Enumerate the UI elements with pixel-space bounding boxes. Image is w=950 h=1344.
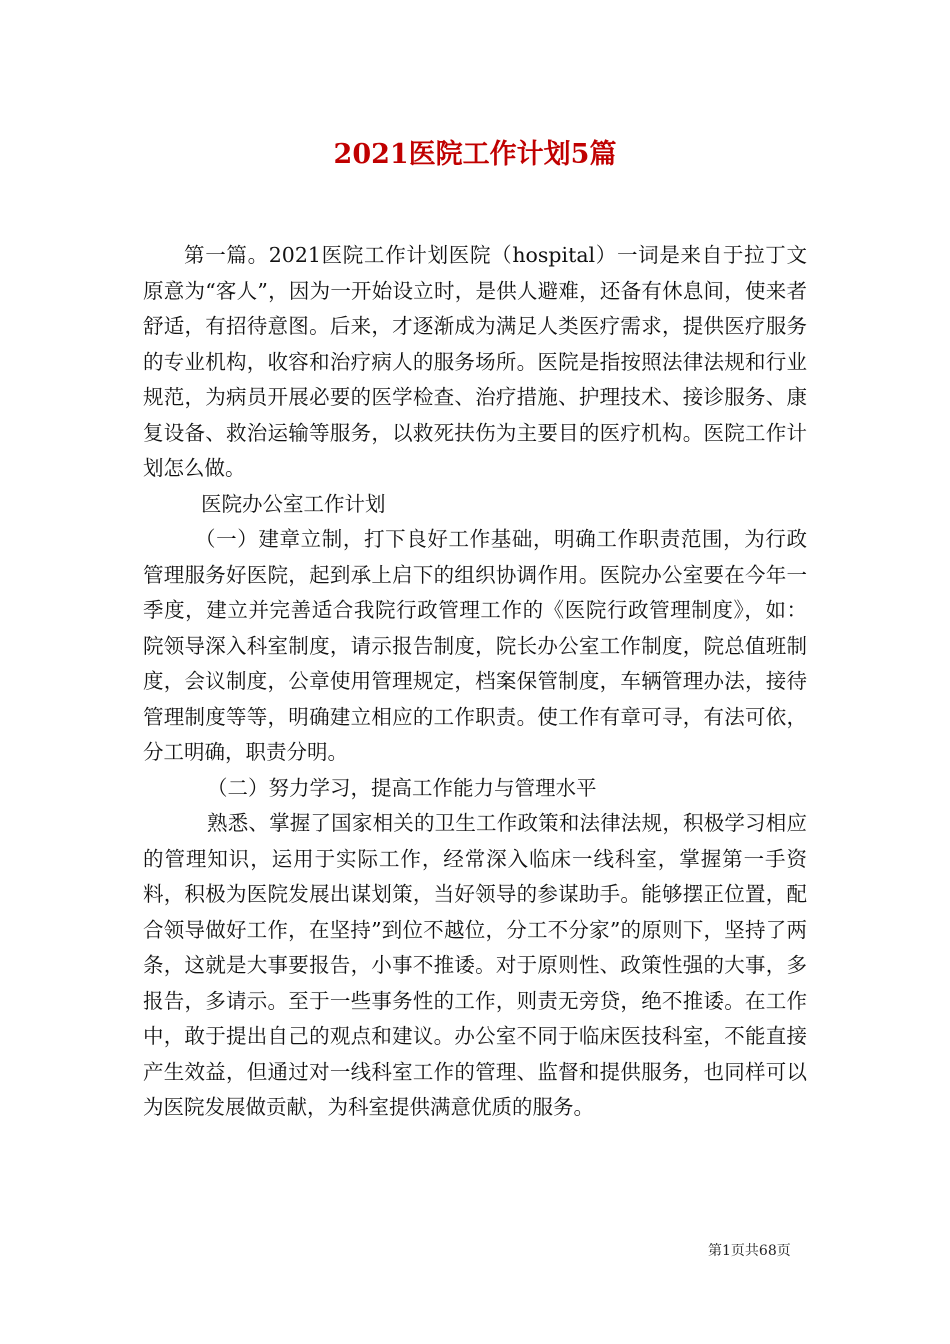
paragraph-item-one: （一）建章立制，打下良好工作基础，明确工作职责范围，为行政管理服务好医院，起到承上启下的组织协调作用。医院办公室要在今年一季度，建立并完善适合我院行政管理工作的《医院行政管理制度》，如：院领导深入科室制度，请示报告制度，院长办公室工作制度，院总值班制度，会议制度，公章使用管理规定，档案保管制度，车辆管理办法，接待管理制度等等，明确建立相应的工作职责。使工作有章可寻，有法可依，分工明确，职责分明。: [143, 527, 807, 764]
page-title: 2021医院工作计划5篇: [333, 139, 617, 170]
document-body: [143, 238, 807, 1126]
paragraph-item-two: 熟悉、掌握了国家相关的卫生工作政策和法律法规，积极学习相应的管理知识，运用于实际工作，经常深入临床一线科室，掌握第一手资料，积极为医院发展出谋划策，当好领导的参谋助手。能够摆正位置，配合领导做好工作，在坚持”到位不越位，分工不分家”的原则下，坚持了两条，这就是大事要报告，小事不推诿。对于原则性、政策性强的大事，多报告，多请示。至于一些事务性的工作，则责无旁贷，绝不推诿。在工作中，敢于提出自己的观点和建议。办公室不同于临床医技科室，不能直接产生效益，但通过对一线科室工作的管理、监督和提供服务，也同样可以为医院发展做贡献，为科室提供满意优质的服务。: [143, 811, 807, 1119]
section-heading-item-two: （二）努力学习，提高工作能力与管理水平: [207, 775, 597, 800]
paragraph-intro: 第一篇。2021医院工作计划医院（hospital）一词是来自于拉丁文原意为“客人”，因为一开始设立时，是供人避难，还备有休息间，使来者舒适，有招待意图。后来，才逐渐成为满足人类医疗需求，提供医疗服务的专业机构，收容和治疗病人的服务场所。医院是指按照法律法规和行业规范，为病员开展必要的医学检查、治疗措施、护理技术、接诊服务、康复设备、救治运输等服务，以救死扶伤为主要目的医疗机构。医院工作计划怎么做。: [143, 243, 807, 480]
section-heading-office-plan: 医院办公室工作计划: [201, 491, 386, 516]
page-number-footer: 第1页共68页: [708, 1243, 791, 1259]
